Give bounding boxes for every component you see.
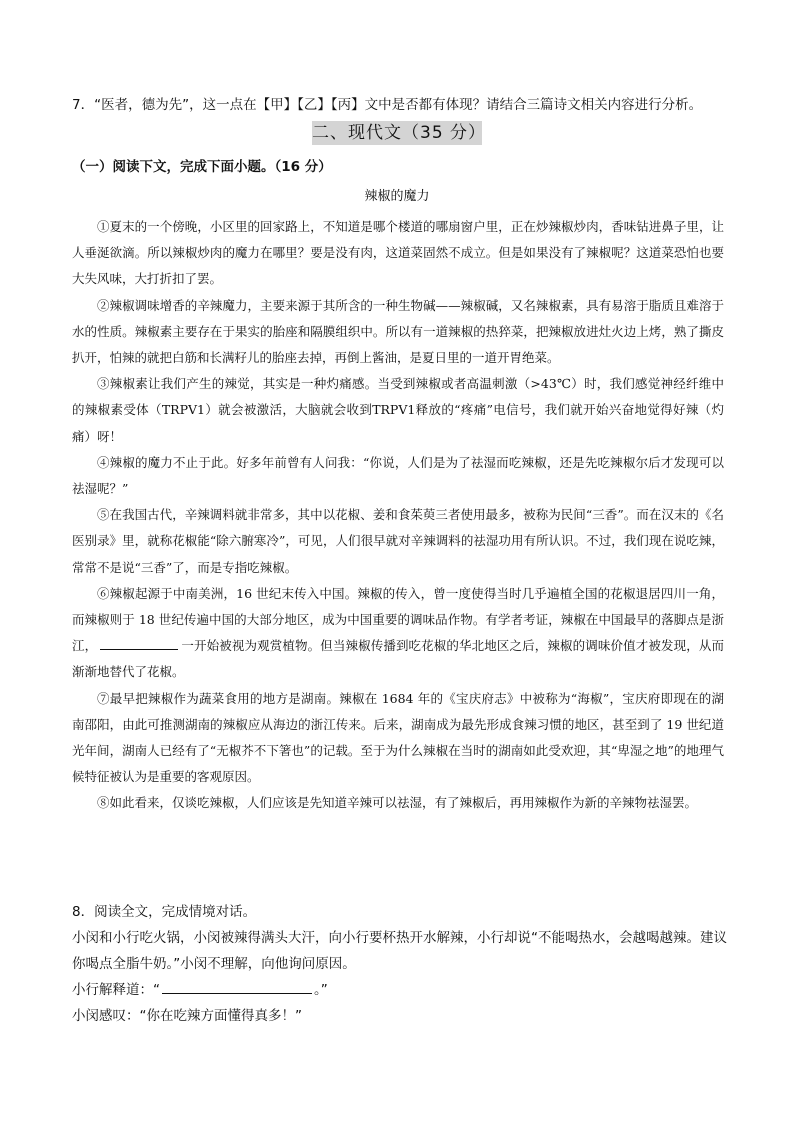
- answer-blank[interactable]: [162, 981, 312, 994]
- paragraph-6-part-b: 一开始被视为观赏植物。但当辣椒传播到吃花椒的华北地区之后，辣椒的调味价值才被发现，从而渐渐地替代了花椒。: [72, 638, 724, 680]
- section-title: 二、现代文（35 分）: [312, 123, 487, 143]
- dialogue-answer-suffix: 。”: [314, 982, 328, 998]
- paragraph-8: ⑧如此看来，仅谈吃辣椒，人们应该是先知道辛辣可以祛湿，有了辣椒后，再用辣椒作为新的辛辣物祛湿罢。: [97, 795, 698, 811]
- paragraph-7: ⑦最早把辣椒作为蔬菜食用的地方是湖南。辣椒在 1684 年的《宝庆府志》中被称为“海椒”，宝庆府即现在的湖南邵阳，由此可推测湖南的辣椒应从海边的浙江传来。后来，湖南成为最先形成食辣习惯的地区，甚至到了 19 世纪道光年间，湖南人已经有了“无椒芥不下箸也”的记载。至于为什么辣椒在当时的湖南如此受欢迎，其“卑湿之地”的地理气候特征被认为是重要的客观原因。: [72, 690, 724, 785]
- question-8-intro: 8．阅读全文，完成情境对话。: [72, 904, 257, 920]
- dialogue-answer-prefix: 小行解释道：“: [72, 982, 160, 998]
- paragraph-6-part-a: ⑥辣椒起源于中南美洲，16 世纪末传入中国。辣椒的传入，曾一度使得当时几乎遍植全国的花椒退居四川一角，而辣椒则于 18 世纪传遍中国的大部分地区，成为中国重要的调味品作物。有学者考证，辣椒在中国最早的落脚点是浙江，: [72, 585, 724, 654]
- paragraph-2: ②辣椒调味增香的辛辣魔力，主要来源于其所含的一种生物碱——辣椒碱，又名辣椒素，具有易溶于脂质且难溶于水的性质。辣椒素主要存在于果实的胎座和隔膜组织中。所以有一道辣椒的热猝菜，把辣椒放进灶火边上烤，熟了撕皮扒开，怕辣的就把白筋和长满籽儿的胎座去掉，再倒上酱油，是夏日里的一道开胃绝菜。: [72, 297, 724, 366]
- paragraph-4: ④辣椒的魔力不止于此。好多年前曾有人问我：“你说，人们是为了祛湿而吃辣椒，还是先吃辣椒尔后才发现可以祛湿呢？”: [72, 454, 724, 497]
- question-8: [72, 899, 732, 1029]
- question-7: 7．“医者，德为先”，这一点在【甲】【乙】【丙】文中是否都有体现？请结合三篇诗文相关内容进行分析。: [72, 97, 703, 113]
- paragraph-1: ①夏末的一个傍晚，小区里的回家路上，不知道是哪个楼道的哪扇窗户里，正在炒辣椒炒肉，香味钻进鼻子里，让人垂涎欲滴。所以辣椒炒肉的魔力在哪里？要是没有肉，这道菜固然不成立。但是如果没有了辣椒呢？这道菜恐怕也要大失风味，大打折扣了罢。: [72, 219, 724, 287]
- subsection-title: （一）阅读下文，完成下面小题。（16 分）: [72, 159, 332, 175]
- dialogue-answer-line: [72, 977, 732, 1003]
- paragraph-5: ⑤在我国古代，辛辣调料就非常多，其中以花椒、姜和食茱萸三者使用最多，被称为民间“三香”。而在汉末的《名医别录》里，就称花椒能“除六腑寒冷”，可见，人们很早就对辛辣调料的祛湿功用有所认识。不过，我们现在说吃辣，常常不是说“三香”了，而是专指吃辣椒。: [72, 507, 724, 575]
- article-title: 辣椒的魔力: [364, 189, 430, 204]
- article-body: [72, 214, 724, 817]
- paragraph-6: [72, 581, 724, 686]
- paragraph-3: ③辣椒素让我们产生的辣觉，其实是一种灼痛感。当受到辣椒或者高温刺激（>43℃）时，我们感觉神经纤维中的辣椒素受体（TRPV1）就会被激活，大脑就会收到TRPV1释放的“疼痛”电信号，我们就开始兴奋地觉得好辣（灼痛）呀！: [72, 376, 724, 444]
- fill-in-blank[interactable]: [100, 637, 178, 650]
- dialogue-scenario: 小闵和小行吃火锅，小闵被辣得满头大汗，向小行要杯热开水解辣，小行却说“不能喝热水，会越喝越辣。建议你喝点全脂牛奶。”小闵不理解，向他询问原因。: [72, 930, 727, 972]
- dialogue-closing: 小闵感叹：“你在吃辣方面懂得真多！”: [72, 1008, 302, 1024]
